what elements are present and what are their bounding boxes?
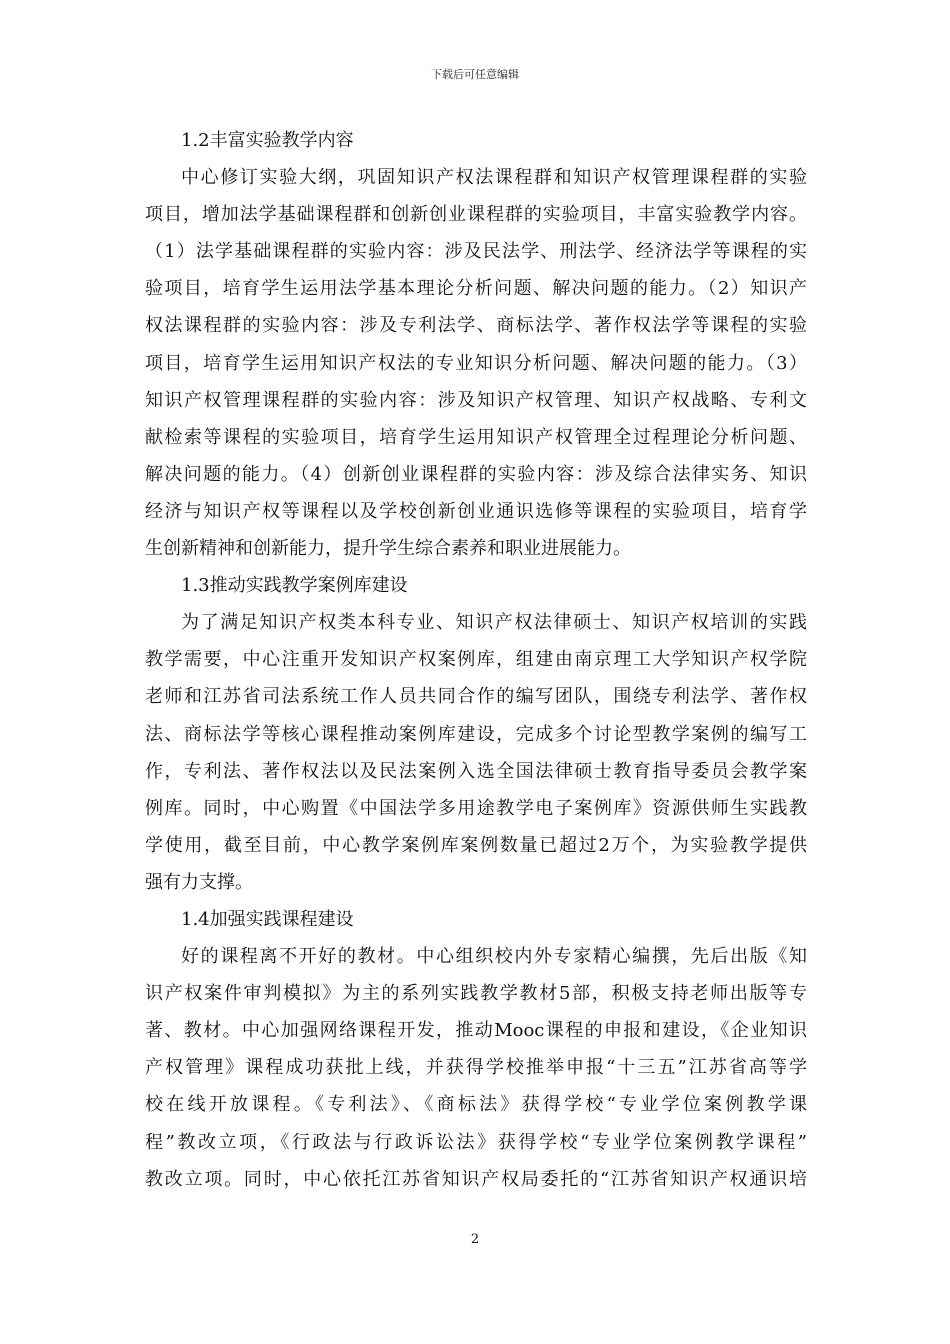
page-header: 下载后可任意编辑	[431, 68, 519, 81]
text-line: 项目，培育学生运用知识产权法的专业知识分析问题、解决问题的能力。（3）	[145, 352, 807, 374]
text-line: 1.2丰富实验教学内容	[181, 130, 354, 151]
text-line: 著、教材。中心加强网络课程开发，推动Mooc课程的申报和建设，《企业知识	[145, 1020, 807, 1042]
text-line: 项目，增加法学基础课程群和创新创业课程群的实验项目，丰富实验教学内容。	[145, 204, 807, 226]
text-line: 中心修订实验大纲，巩固知识产权法课程群和知识产权管理课程群的实验	[181, 167, 807, 189]
text-line: 权法课程群的实验内容：涉及专利法学、商标法学、著作权法学等课程的实验	[145, 315, 807, 337]
text-line: （1）法学基础课程群的实验内容：涉及民法学、刑法学、经济法学等课程的实	[145, 241, 807, 263]
text-line: 程”教改立项，《行政法与行政诉讼法》获得学校“专业学位案例教学课程”	[145, 1131, 807, 1153]
text-line: 经济与知识产权等课程以及学校创新创业通识选修等课程的实验项目，培育学	[145, 500, 807, 522]
text-line: 1.3推动实践教学案例库建设	[181, 575, 408, 597]
text-line: 为了满足知识产权类本科专业、知识产权法律硕士、知识产权培训的实践	[181, 612, 807, 634]
text-line: 知识产权管理课程群的实验内容：涉及知识产权管理、知识产权战略、专利文	[145, 389, 807, 411]
page-number: 2	[470, 1232, 480, 1247]
text-line: 学使用，截至目前，中心教学案例库案例数量已超过2万个，为实验教学提供	[145, 834, 807, 856]
document-body	[145, 122, 807, 1198]
text-line: 好的课程离不开好的教材。中心组织校内外专家精心编撰，先后出版《知	[181, 946, 807, 968]
text-line: 强有力支撑。	[145, 871, 253, 893]
text-line: 生创新精神和创新能力，提升学生综合素养和职业进展能力。	[145, 538, 631, 560]
text-line: 识产权案件审判模拟》为主的系列实践教学教材5部，积极支持老师出版等专	[145, 983, 807, 1005]
text-line: 教学需要，中心注重开发知识产权案例库，组建由南京理工大学知识产权学院	[145, 649, 807, 671]
text-line: 教改立项。同时，中心依托江苏省知识产权局委托的“江苏省知识产权通识培	[145, 1168, 807, 1190]
text-line: 法、商标法学等核心课程推动案例库建设，完成多个讨论型教学案例的编写工	[145, 723, 807, 745]
text-line: 例库。同时，中心购置《中国法学多用途教学电子案例库》资源供师生实践教	[145, 797, 807, 819]
text-line: 作，专利法、著作权法以及民法案例入选全国法律硕士教育指导委员会教学案	[145, 760, 807, 782]
text-line: 验项目，培育学生运用法学基本理论分析问题、解决问题的能力。（2）知识产	[145, 278, 807, 300]
text-line: 产权管理》课程成功获批上线，并获得学校推举申报“十三五”江苏省高等学	[145, 1057, 807, 1079]
text-line: 校在线开放课程。《专利法》、《商标法》获得学校“专业学位案例教学课	[145, 1094, 807, 1116]
text-line: 献检索等课程的实验项目，培育学生运用知识产权管理全过程理论分析问题、	[145, 426, 807, 448]
text-line: 老师和江苏省司法系统工作人员共同合作的编写团队，围绕专利法学、著作权	[145, 686, 807, 708]
text-line: 1.4加强实践课程建设	[181, 908, 354, 930]
text-line: 解决问题的能力。（4）创新创业课程群的实验内容：涉及综合法律实务、知识	[145, 463, 807, 485]
